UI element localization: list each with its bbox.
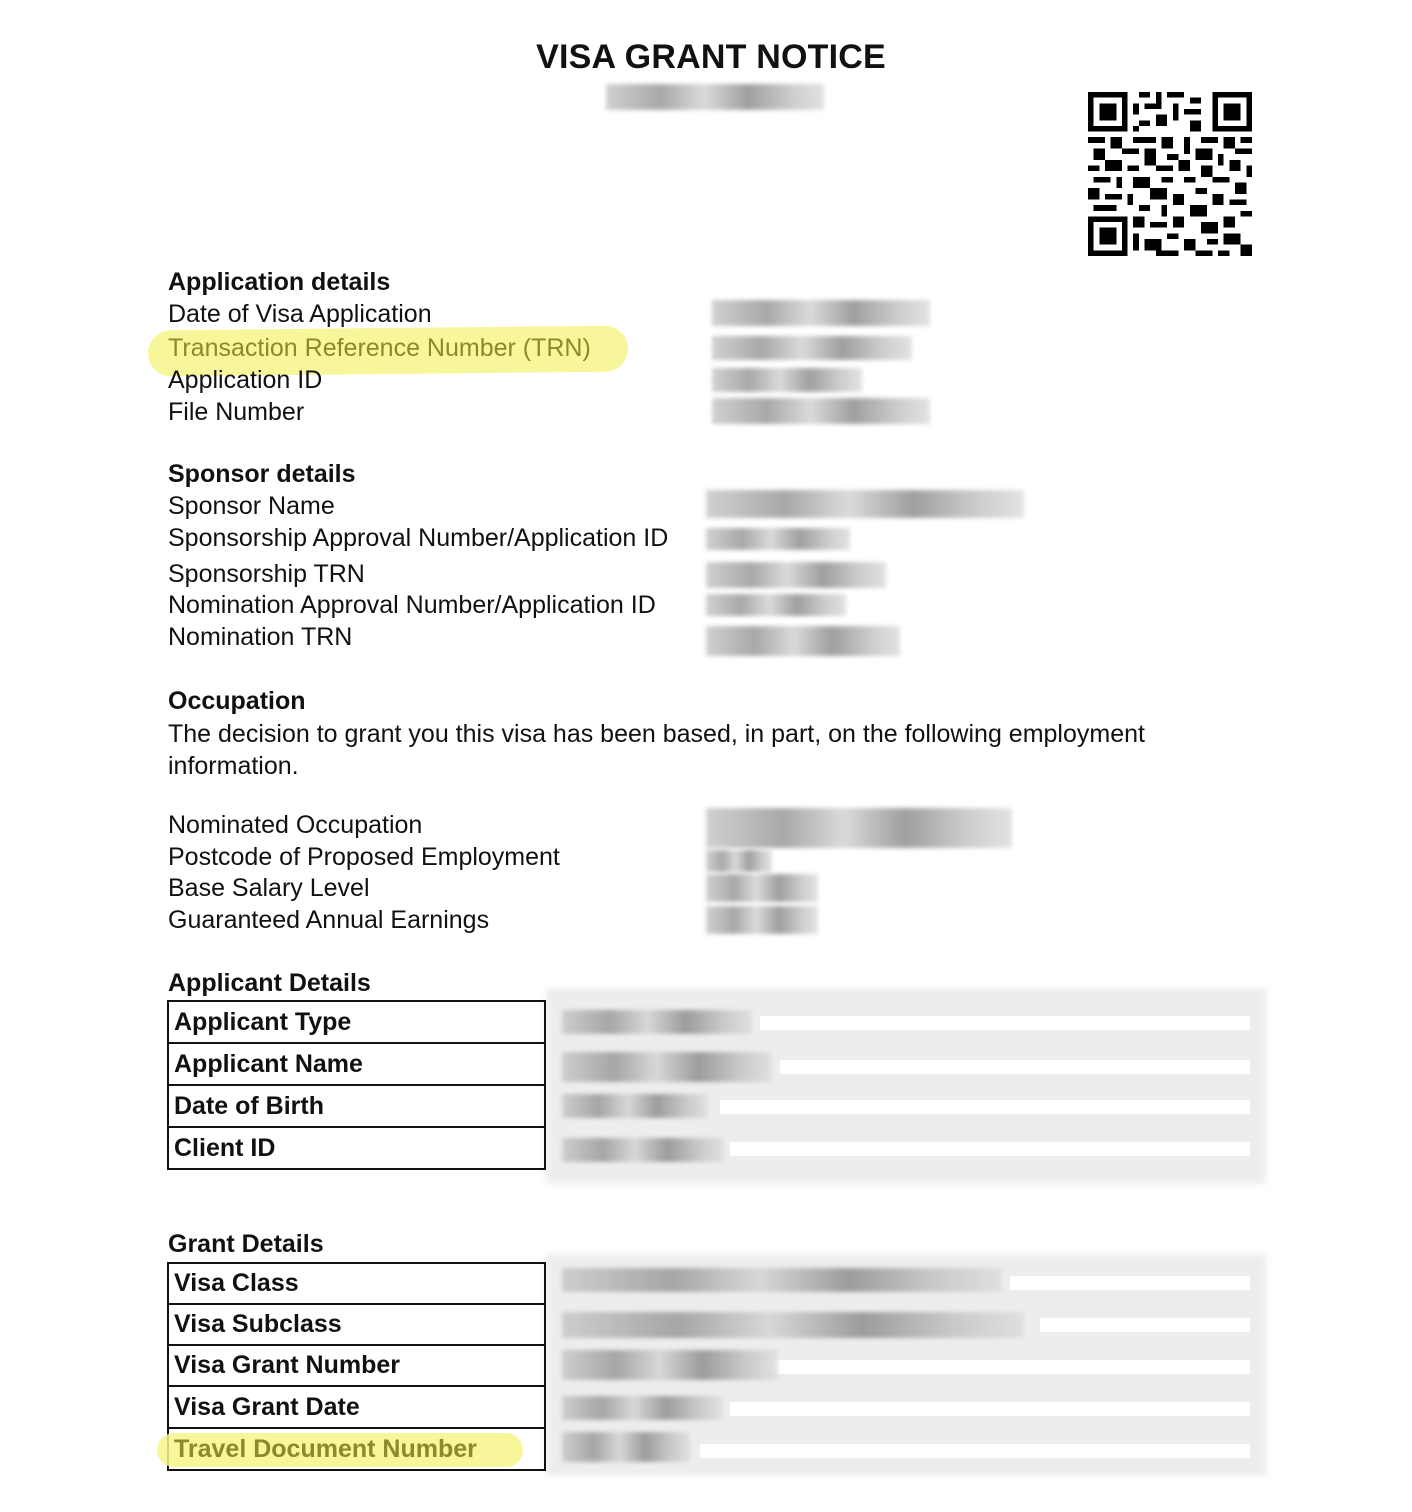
nomination-approval-number-label: Nomination Approval Number/Application ID bbox=[168, 591, 656, 619]
occupation-heading: Occupation bbox=[168, 687, 306, 715]
trn-label: Transaction Reference Number (TRN) bbox=[168, 334, 591, 362]
redacted-visa-class bbox=[562, 1268, 1002, 1292]
applicant-details-heading: Applicant Details bbox=[168, 969, 371, 997]
application-details-heading: Application details bbox=[168, 268, 391, 296]
redacted-nominated-occupation bbox=[706, 808, 1012, 848]
document-title: VISA GRANT NOTICE bbox=[536, 38, 886, 76]
redacted-visa-subclass bbox=[562, 1312, 1024, 1338]
sponsor-name-label: Sponsor Name bbox=[168, 492, 335, 520]
table-row bbox=[168, 1127, 545, 1169]
redacted-sponsor-name bbox=[706, 490, 1024, 518]
base-salary-label: Base Salary Level bbox=[168, 874, 370, 902]
redacted-travel-document-number bbox=[562, 1432, 690, 1462]
postcode-label: Postcode of Proposed Employment bbox=[168, 843, 560, 871]
nomination-trn-label: Nomination TRN bbox=[168, 623, 353, 651]
redacted-file-number bbox=[712, 398, 930, 424]
client-id-label: Client ID bbox=[168, 1127, 545, 1169]
visa-class-label: Visa Class bbox=[168, 1263, 545, 1304]
travel-document-number-cell bbox=[168, 1428, 545, 1470]
redacted-subtitle bbox=[606, 84, 824, 110]
table-row bbox=[168, 1001, 545, 1043]
visa-grant-number-label: Visa Grant Number bbox=[168, 1345, 545, 1386]
visa-subclass-label: Visa Subclass bbox=[168, 1304, 545, 1345]
table-row bbox=[168, 1043, 545, 1085]
applicant-type-label: Applicant Type bbox=[168, 1001, 545, 1043]
file-number-label: File Number bbox=[168, 398, 305, 426]
redacted-nomination-trn bbox=[706, 626, 900, 656]
redacted-date-of-visa-application bbox=[712, 300, 930, 326]
table-row bbox=[168, 1345, 545, 1386]
sponsorship-trn-label: Sponsorship TRN bbox=[168, 560, 365, 588]
table-row bbox=[168, 1304, 545, 1345]
redacted-applicant-name bbox=[562, 1052, 772, 1082]
grant-details-heading: Grant Details bbox=[168, 1230, 324, 1258]
table-row bbox=[168, 1428, 545, 1470]
redacted-trn bbox=[712, 336, 912, 360]
travel-document-number-label: Travel Document Number bbox=[174, 1434, 477, 1463]
table-row bbox=[168, 1386, 545, 1428]
redacted-nomination-approval-number bbox=[706, 594, 846, 616]
guaranteed-annual-earnings-label: Guaranteed Annual Earnings bbox=[168, 906, 490, 934]
occupation-description: The decision to grant you this visa has been based, in part, on the following employment information. bbox=[168, 720, 1145, 780]
redacted-visa-grant-number bbox=[562, 1350, 778, 1380]
grant-details-table bbox=[167, 1262, 546, 1471]
application-id-label: Application ID bbox=[168, 366, 323, 394]
redacted-sponsorship-trn bbox=[706, 562, 886, 588]
sponsor-details-heading: Sponsor details bbox=[168, 460, 356, 488]
qr-code bbox=[1088, 92, 1252, 256]
applicant-details-table bbox=[167, 1000, 546, 1170]
visa-grant-date-label: Visa Grant Date bbox=[168, 1386, 545, 1428]
table-row bbox=[168, 1085, 545, 1127]
redacted-client-id bbox=[562, 1138, 724, 1162]
redacted-sponsorship-approval-number bbox=[706, 528, 850, 550]
redacted-application-id bbox=[712, 368, 862, 392]
table-row bbox=[168, 1263, 545, 1304]
redacted-date-of-birth bbox=[562, 1094, 708, 1118]
nominated-occupation-label: Nominated Occupation bbox=[168, 811, 423, 839]
date-of-birth-label: Date of Birth bbox=[168, 1085, 545, 1127]
redacted-applicant-type bbox=[562, 1010, 752, 1034]
redacted-postcode bbox=[706, 850, 772, 872]
redacted-base-salary bbox=[706, 874, 818, 902]
sponsorship-approval-number-label: Sponsorship Approval Number/Application ID bbox=[168, 524, 669, 552]
date-of-visa-application-label: Date of Visa Application bbox=[168, 300, 432, 328]
redacted-visa-grant-date bbox=[562, 1396, 722, 1420]
redacted-guaranteed-annual-earnings bbox=[706, 906, 818, 934]
applicant-name-label: Applicant Name bbox=[168, 1043, 545, 1085]
